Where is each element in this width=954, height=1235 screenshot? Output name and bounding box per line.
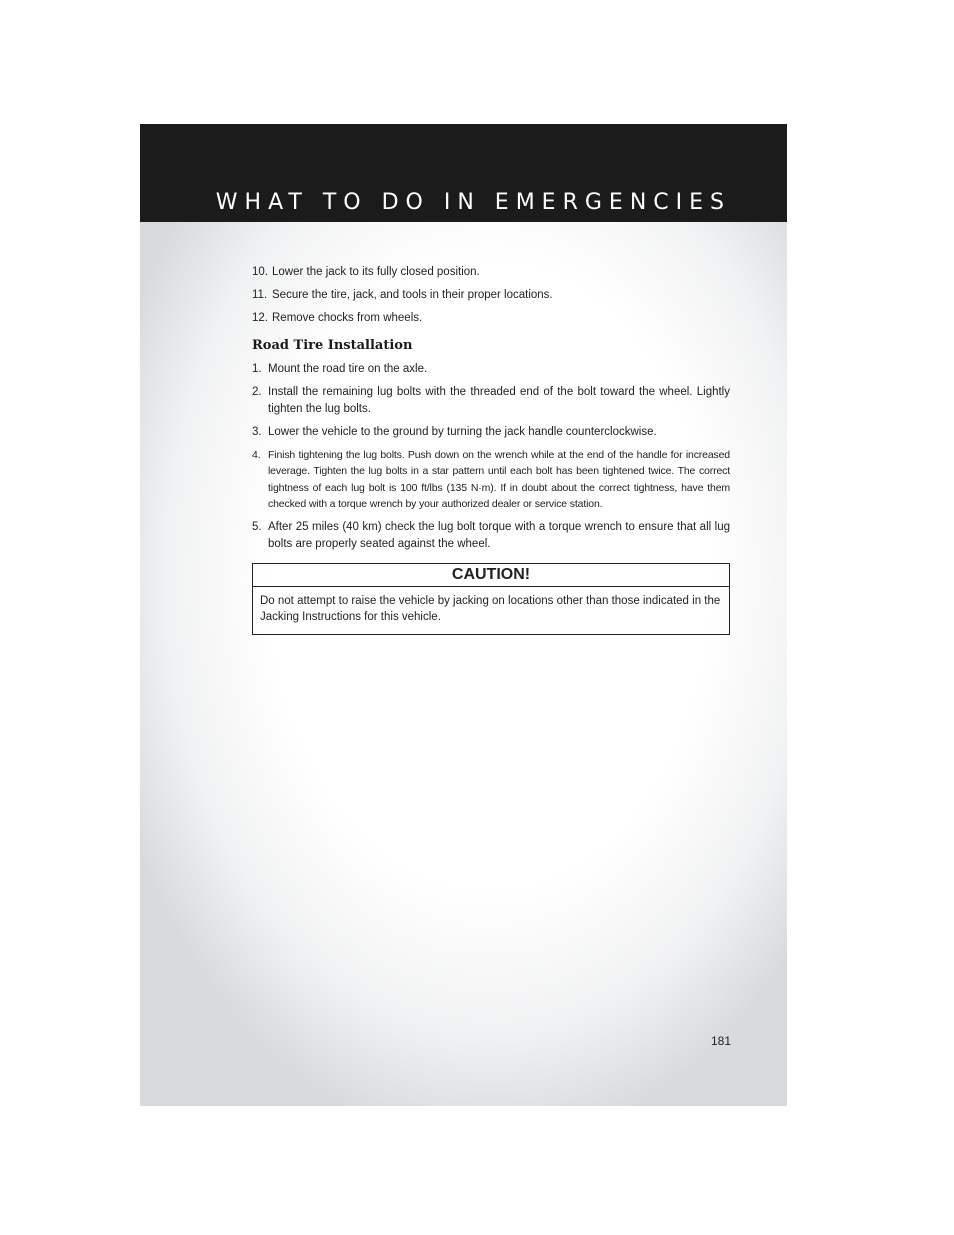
step-item [252,384,730,417]
step-number: 11. [252,289,268,301]
step-text: Lower the vehicle to the ground by turning the jack handle counterclockwise. [268,425,657,438]
page-content [252,264,730,635]
step-item [252,447,730,513]
manual-page [140,124,787,1106]
step-item [252,310,730,327]
step-number: 5. [252,521,262,533]
chapter-title: WHAT TO DO IN EMERGENCIES [215,190,731,215]
page-header [140,124,787,222]
step-item [252,424,730,441]
caution-heading: CAUTION! [253,564,729,587]
step-item [252,361,730,378]
step-item [252,519,730,552]
step-number: 3. [252,425,262,438]
page-number: 181 [710,1034,731,1048]
step-number: 10. [252,266,268,278]
section-heading: Road Tire Installation [252,337,413,353]
step-text: Lower the jack to its fully closed position. [272,266,480,278]
step-text: After 25 miles (40 km) check the lug bolt torque with a torque wrench to ensure that all lug bolts are properly seated against the wheel. [268,521,730,550]
step-text: Mount the road tire on the axle. [268,363,428,375]
caution-box [252,563,730,635]
step-number: 12. [252,312,268,324]
step-number: 2. [252,386,262,398]
step-text: Remove chocks from wheels. [272,312,423,324]
step-text: Secure the tire, jack, and tools in their proper locations. [272,289,553,301]
caution-text: Do not attempt to raise the vehicle by jacking on locations other than those indicated in the Jacking Instructions for this vehicle. [260,594,721,623]
step-number: 1. [252,363,262,375]
step-number: 4. [252,448,261,461]
step-item [252,287,730,304]
step-text: Finish tightening the lug bolts. Push down on the wrench while at the end of the handle for increased leverage. Tighten the lug bolts in a star pattern until each bolt has been tightened twice. The correct tightness of each lug bolt is 100 ft/lbs (135 N·m). If in doubt about the correct tightness, have them checked with a torque wrench by your authorized dealer or service station. [268,448,730,510]
step-item [252,264,730,281]
step-text: Install the remaining lug bolts with the threaded end of the bolt toward the wheel. Lightly tighten the lug bolts. [268,386,730,415]
